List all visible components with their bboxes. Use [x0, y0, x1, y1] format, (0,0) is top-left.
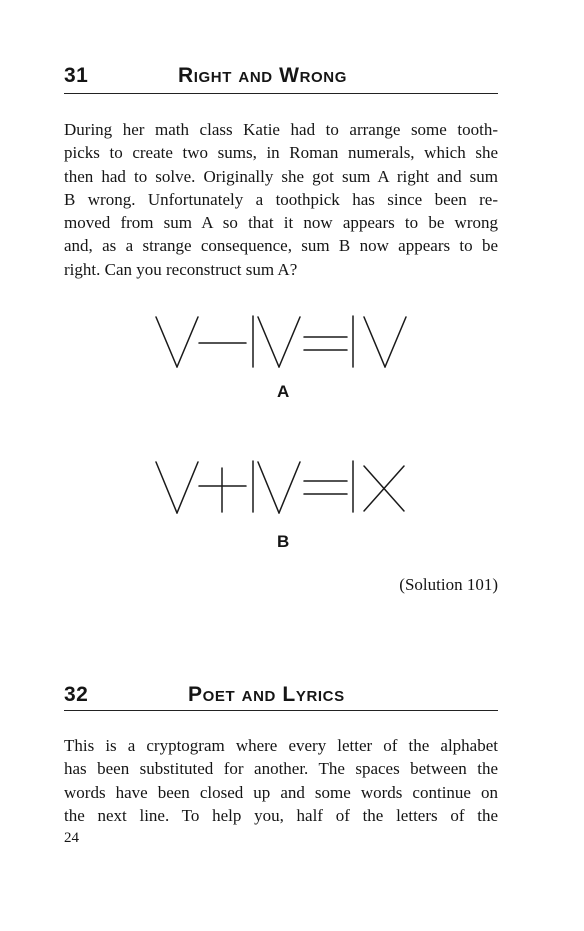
toothpick-sum-b	[0, 440, 584, 540]
text-line: picks to create two sums, in Roman numerals, which she	[64, 143, 498, 163]
toothpick-sum-a	[0, 0, 584, 420]
section-number: 32	[64, 683, 89, 706]
section-number: 31	[64, 64, 89, 87]
text-line: This is a cryptogram where every letter of the alphabet	[64, 736, 498, 755]
text-line: During her math class Katie had to arrange some tooth-	[64, 120, 498, 139]
figure-label-a: A	[277, 382, 290, 401]
toothpick	[385, 317, 406, 367]
text-line: and, as a strange consequence, sum B now appears to be	[64, 236, 498, 256]
toothpick	[279, 462, 300, 513]
toothpick	[258, 462, 279, 513]
puzzle-text	[64, 734, 498, 827]
text-line: then had to solve. Originally she got sum A right and sum	[64, 166, 498, 186]
toothpick	[258, 317, 279, 367]
text-line: right. Can you reconstruct sum A?	[64, 259, 298, 279]
section-title: Right and Wrong	[178, 64, 347, 87]
solution-reference: (Solution 101)	[399, 575, 498, 594]
toothpick	[279, 317, 300, 367]
text-line: has been substituted for another. The spaces between the	[64, 759, 498, 779]
section-title: Poet and Lyrics	[188, 683, 345, 706]
toothpick	[364, 317, 385, 367]
toothpick	[177, 317, 198, 367]
page-number: 24	[64, 830, 79, 846]
text-line: moved from sum A so that it now appears to be wrong	[64, 213, 498, 233]
toothpick	[156, 462, 177, 513]
text-line: the next line. To help you, half of the letters of the	[64, 805, 498, 825]
section-rule	[64, 710, 498, 711]
text-line: B wrong. Unfortunately a toothpick has since been re-	[64, 189, 498, 209]
toothpick	[156, 317, 177, 367]
toothpick	[177, 462, 198, 513]
text-line: words have been closed up and some words continue on	[64, 782, 498, 802]
figure-label-b: B	[277, 532, 290, 551]
